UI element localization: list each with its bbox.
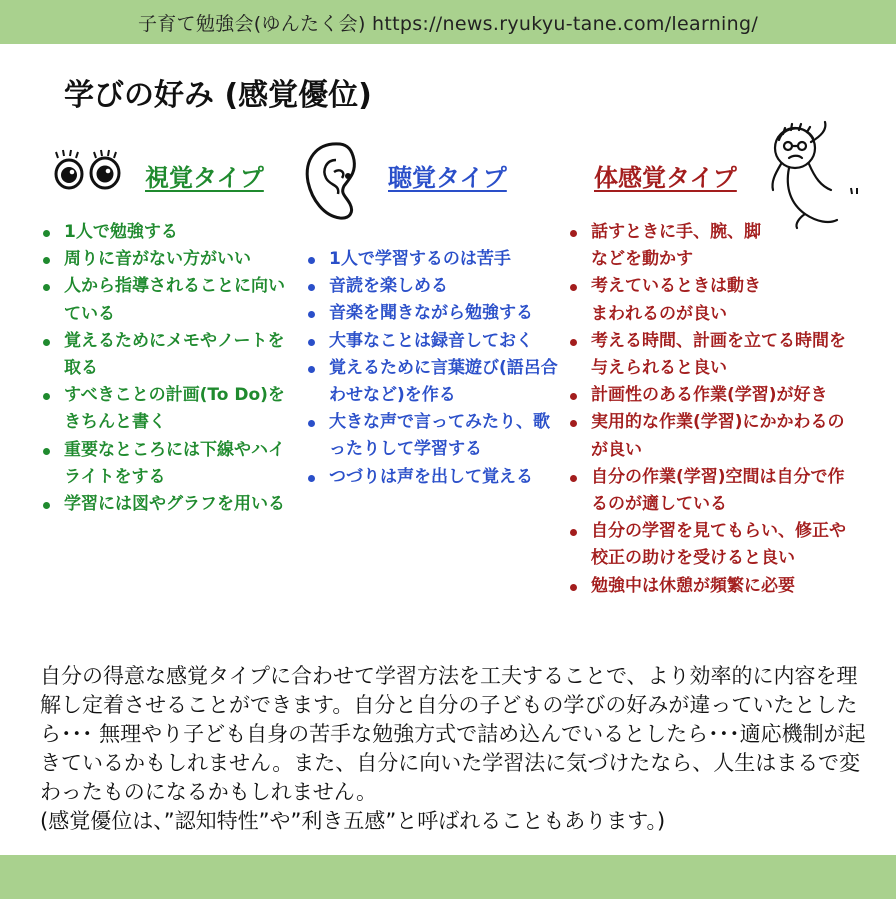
list-item: 考えているときは動きまわれるのが良い — [567, 273, 857, 327]
moving-person-icon — [765, 118, 865, 230]
visual-type-heading: 視覚タイプ — [145, 164, 264, 192]
list-item: 覚えるためにメモやノートを取る — [40, 328, 300, 382]
list-item: つづりは声を出して覚える — [305, 464, 565, 491]
list-item: 重要なところには下線やハイライトをする — [40, 437, 300, 491]
footer-bar — [0, 855, 896, 899]
list-item: 考える時間、計画を立てる時間を与えられると良い — [567, 328, 857, 382]
visual-type-list — [40, 219, 300, 518]
page-title: 学びの好み (感覚優位) — [64, 78, 372, 113]
list-item: 計画性のある作業(学習)が好き — [567, 382, 857, 409]
header-bar — [0, 0, 896, 44]
list-item: 学習には図やグラフを用いる — [40, 491, 300, 518]
eyes-icon — [52, 148, 132, 190]
auditory-type-heading: 聴覚タイプ — [388, 164, 507, 192]
list-item: 話すときに手、腕、脚などを動かす — [567, 219, 857, 273]
list-item: 音読を楽しめる — [305, 273, 565, 300]
summary-note: (感覚優位は、”認知特性”や”利き五感”と呼ばれることもあります。) — [40, 809, 666, 833]
auditory-type-list — [305, 246, 565, 491]
list-item: すべきことの計画(To Do)をきちんと書く — [40, 382, 300, 436]
list-item: 自分の作業(学習)空間は自分で作るのが適している — [567, 464, 857, 518]
list-item: 勉強中は休憩が頻繁に必要 — [567, 573, 857, 600]
list-item: 1人で学習するのは苦手 — [305, 246, 565, 273]
summary-paragraph — [40, 662, 870, 836]
ear-icon — [300, 138, 370, 222]
list-item: 音楽を聞きながら勉強する — [305, 300, 565, 327]
list-item: 人から指導されることに向いている — [40, 273, 300, 327]
list-item: 1人で勉強する — [40, 219, 300, 246]
list-item: 自分の学習を見てもらい、修正や校正の助けを受けると良い — [567, 518, 857, 572]
header-text: 子育て勉強会(ゆんたく会) https://news.ryukyu-tane.com/learning/ — [137, 12, 759, 35]
summary-text: 自分の得意な感覚タイプに合わせて学習方法を工夫することで、より効率的に内容を理解し定着させることができます。自分と自分の子どもの学びの好みが違っていたとしたら･･･ 無理やり子ども自身の苦手な勉強方式で詰め込んでいるとしたら･･･適応機制が起きているかもしれません。また、自分に向いた学習法に気づけたなら、人生はまるで変わったものになるかもしれません。 — [40, 664, 866, 804]
kinesthetic-type-heading: 体感覚タイプ — [594, 164, 737, 192]
list-item: 周りに音がない方がいい — [40, 246, 300, 273]
list-item: 大きな声で言ってみたり、歌ったりして学習する — [305, 409, 565, 463]
list-item: 実用的な作業(学習)にかかわるのが良い — [567, 409, 857, 463]
list-item: 覚えるために言葉遊び(語呂合わせなど)を作る — [305, 355, 565, 409]
list-item: 大事なことは録音しておく — [305, 328, 565, 355]
kinesthetic-type-list — [567, 219, 857, 600]
